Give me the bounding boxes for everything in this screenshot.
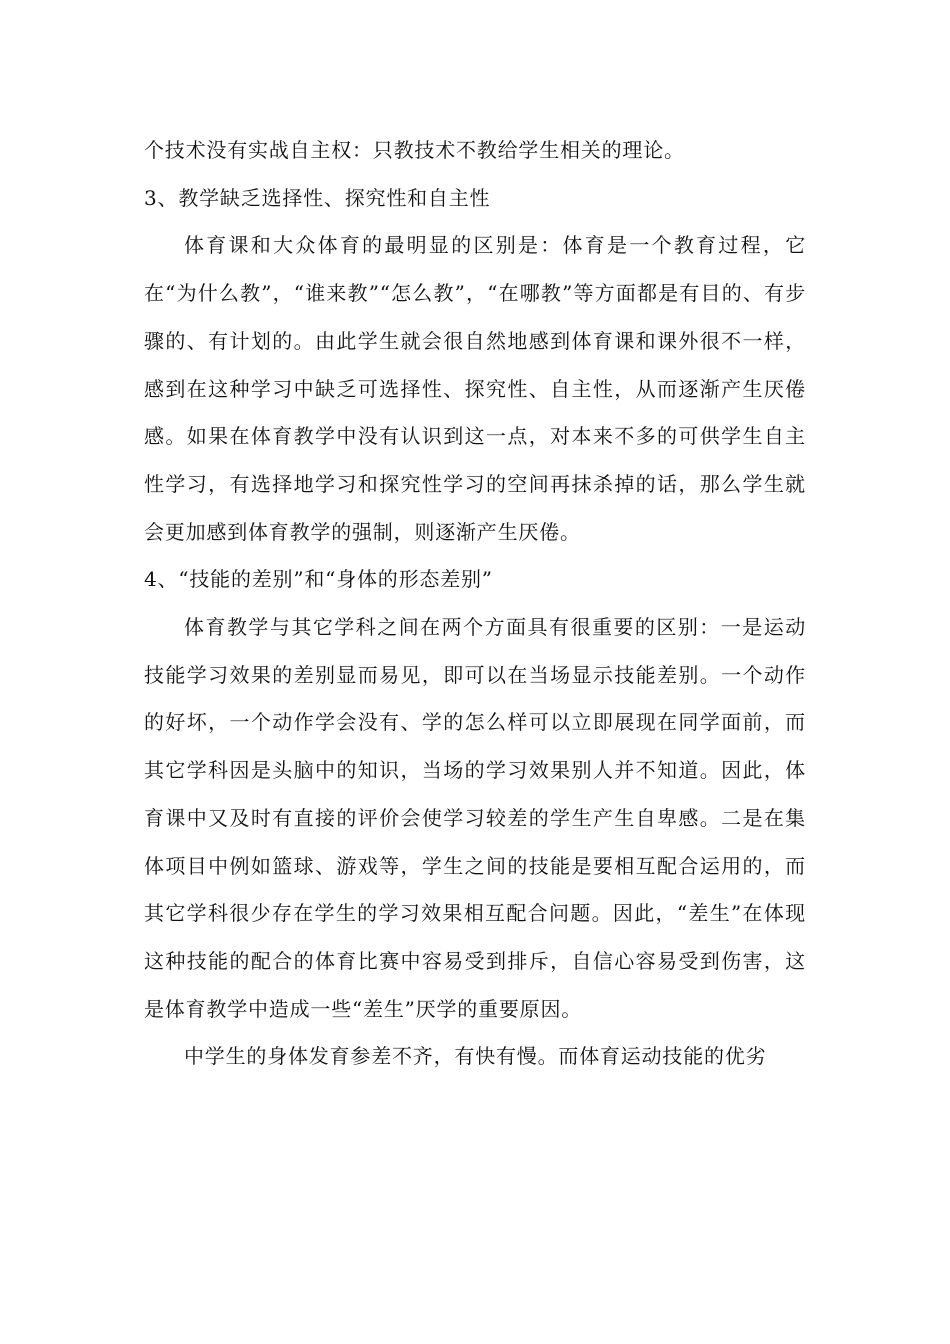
paragraph-continuation: 个技术没有实战自主权：只教技术不教给学生相关的理论。 <box>144 138 685 162</box>
section-heading-4: 4、“技能的差别”和“身体的形态差别” <box>144 567 493 592</box>
section-heading-3: 3、教学缺乏选择性、探究性和自主性 <box>144 185 491 210</box>
document-body <box>144 127 806 1081</box>
paragraph-skill-differences: 体育教学与其它学科之间在两个方面具有很重要的区别：一是运动技能学习效果的差别显而易见，即可以在当场显示技能差别。一个动作的好坏，一个动作学会没有、学的怎么样可以立即展现在同学面前，而其它学科因是头脑中的知识，当场的学习效果别人并不知道。因此，体育课中又及时有直接的评价会使学习较差的学生产生自卑感。二是在集体项目中例如篮球、游戏等，学生之间的技能是要相互配合运用的，而其它学科很少存在学生的学习效果相互配合问题。因此，“差生”在体现这种技能的配合的体育比赛中容易受到排斥，自信心容易受到伤害，这是体育教学中造成一些“差生”厌学的重要原因。 <box>144 615 806 1021</box>
paragraph-physical-development: 中学生的身体发育参差不齐，有快有慢。而体育运动技能的优劣 <box>184 1044 767 1069</box>
paragraph-selectivity: 体育课和大众体育的最明显的区别是：体育是一个教育过程，它在“为什么教”，“谁来教”“怎么教”，“在哪教”等方面都是有目的、有步骤的、有计划的。由此学生就会很自然地感到体育课和课外很不一样，感到在这种学习中缺乏可选择性、探究性、自主性，从而逐渐产生厌倦感。如果在体育教学中没有认识到这一点，对本来不多的可供学生自主性学习，有选择地学习和探究性学习的空间再抹杀掉的话，那么学生就会更加感到体育教学的强制，则逐渐产生厌倦。 <box>144 233 806 544</box>
